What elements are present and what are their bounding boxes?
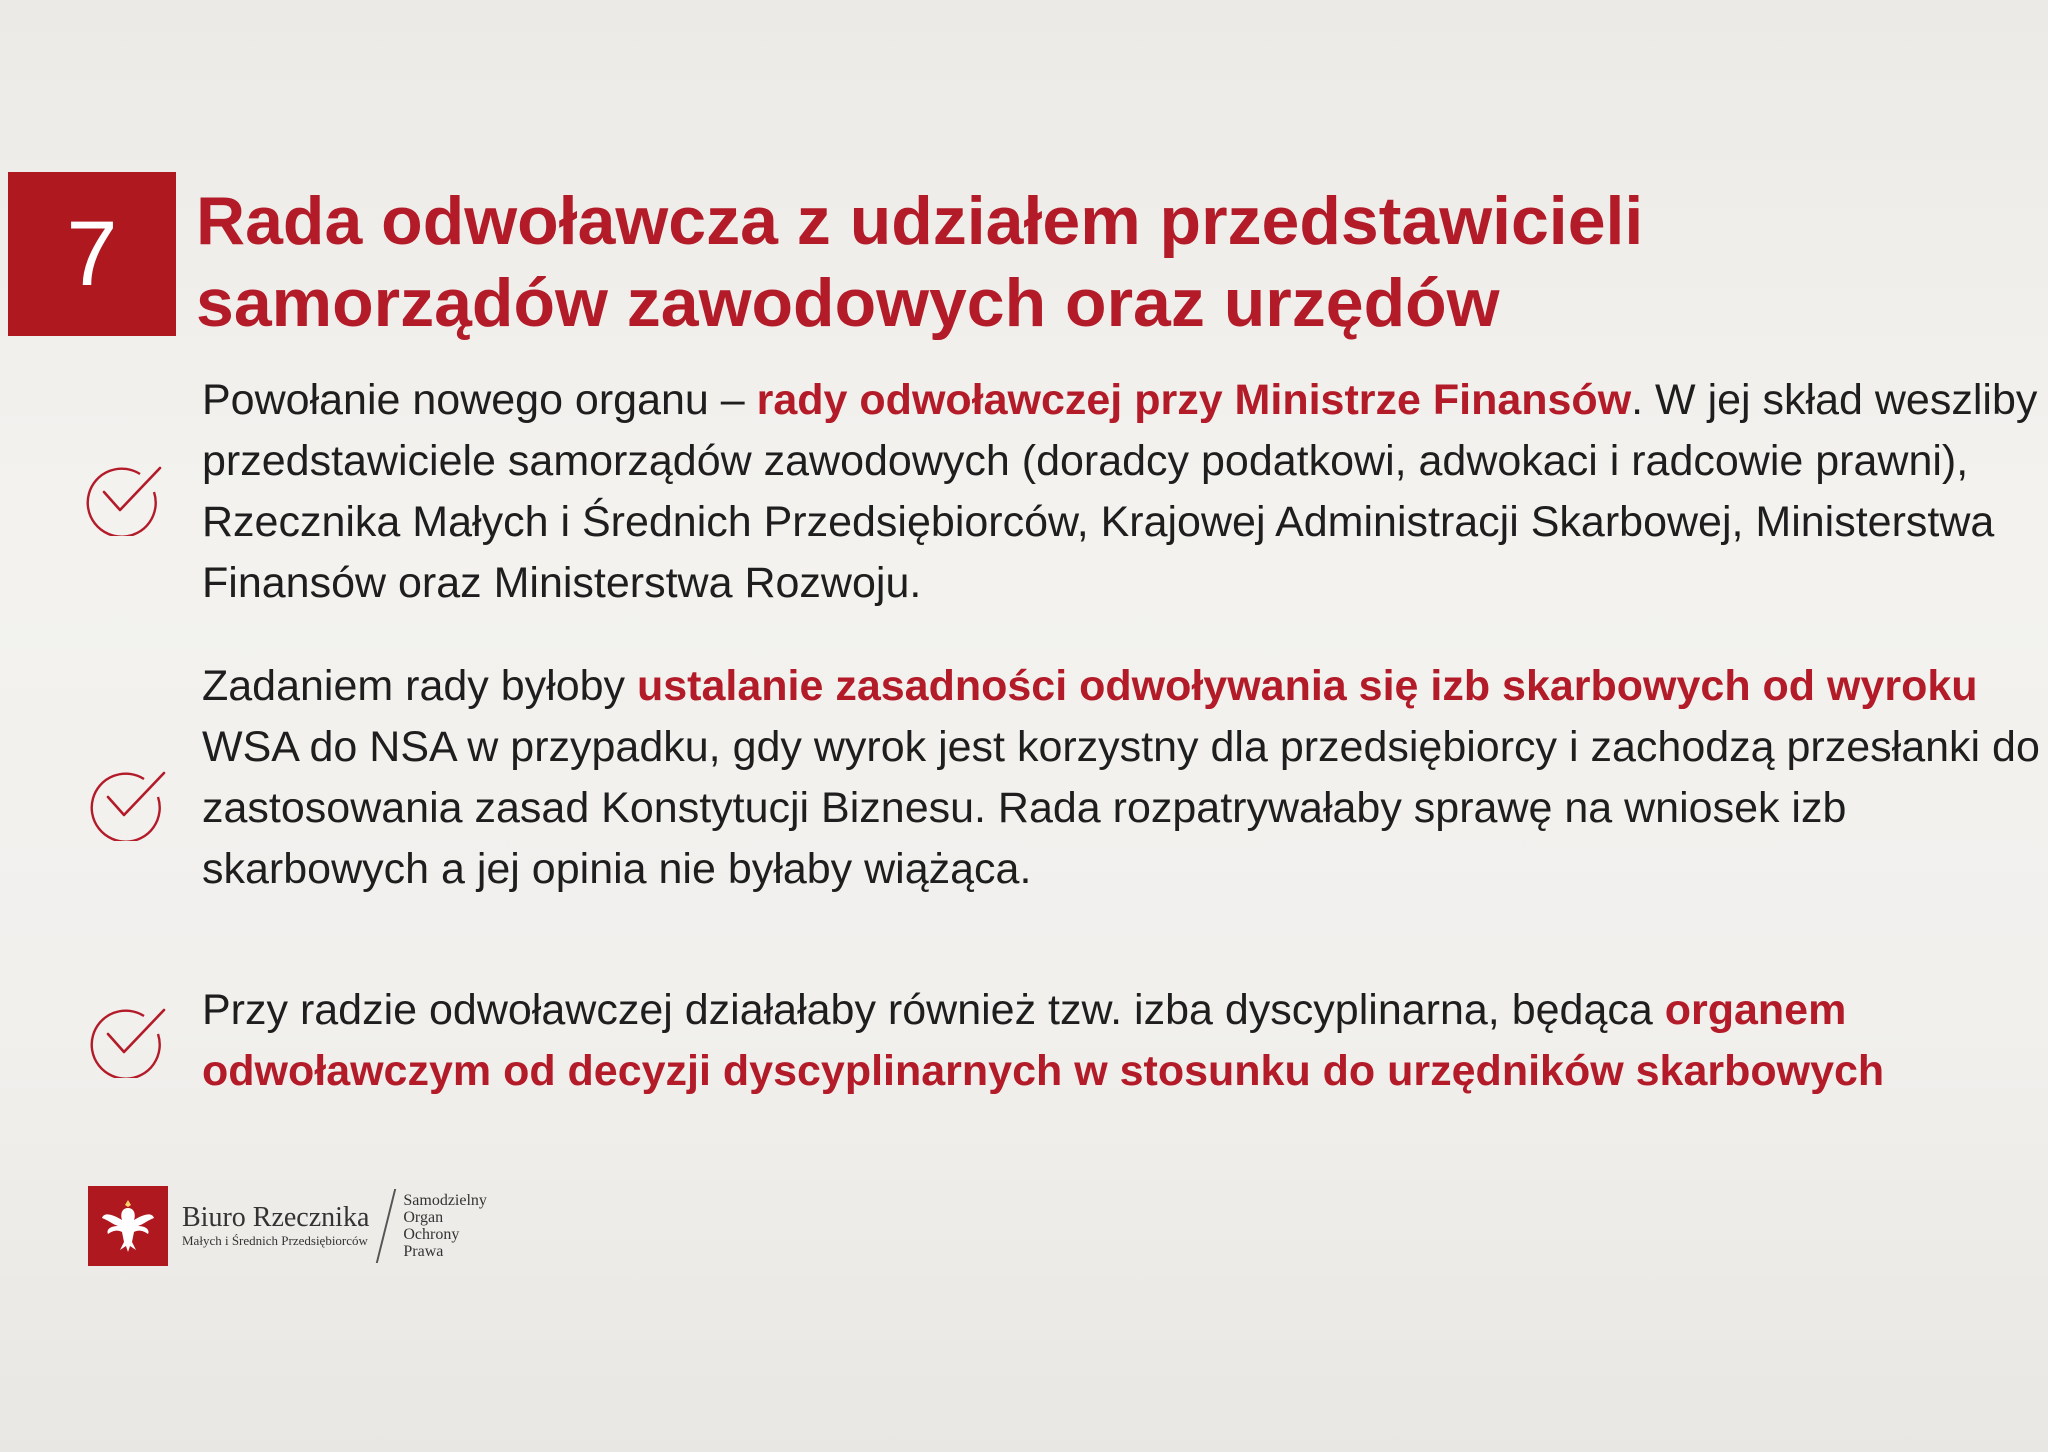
status-line: Prawa [403,1243,444,1260]
slide-title-line-1: Rada odwoławcza z udziałem przedstawicieli [196,183,1644,259]
paragraph-highlight: rady odwoławczej przy Ministrze Finansów [756,376,1632,424]
status-line: Ochrony [403,1226,460,1243]
paragraph-rada-odwolawcza [202,370,2042,614]
status-line: Samodzielny [403,1192,487,1209]
office-subtitle: Małych i Średnich Przedsiębiorców [182,1233,368,1248]
paragraph-text: Przy radzie odwoławczej działałaby również tzw. izba dyscyplinarna, będąca [202,986,1665,1034]
paragraph-text: Zadaniem rady byłoby [202,662,637,710]
status-line: Organ [403,1209,444,1226]
eagle-emblem-icon [88,1186,168,1266]
check-circle-icon [84,757,168,841]
paragraph-text: Powołanie nowego organu – [202,376,757,424]
check-circle-icon [80,452,164,536]
office-title: Biuro Rzecznika [182,1202,370,1233]
footer-logo [88,1186,487,1266]
paragraph-highlight: organem odwoławczym od decyzji dyscyplinarnych w stosunku do urzędników skarbowych [202,986,1885,1095]
divider [376,1189,396,1263]
slide-number: 7 [66,202,118,305]
check-circle-icon [84,994,168,1078]
paragraph-text: WSA do NSA w przypadku, gdy wyrok jest korzystny dla przedsiębiorcy i zachodzą przesłanki do zastosowania zasad Konstytucji Biznesu. Rada rozpatrywałaby sprawę na wniosek izb skarbowych a jej opinia nie byłaby wiążąca. [202,723,2040,893]
slide-number-badge [8,172,176,336]
paragraph-highlight: ustalanie zasadności odwoływania się izb skarbowych od wyroku [637,662,1978,710]
slide-title [196,180,2016,344]
office-status [403,1192,487,1260]
slide-title-line-2: samorządów zawodowych oraz urzędów [196,265,1500,341]
paragraph-zadanie-rady [202,656,2042,900]
office-name [182,1203,369,1249]
paragraph-text: . W jej skład weszliby przedstawiciele samorządów zawodowych (doradcy podatkowi, adwokaci i radcowie prawni), Rzecznika Małych i Średnich Przedsiębiorców, Krajowej Administracji Skarbowej, Ministerstwa Finansów oraz Ministerstwa Rozwoju. [202,376,2038,607]
paragraph-izba-dyscyplinarna [202,980,2042,1102]
